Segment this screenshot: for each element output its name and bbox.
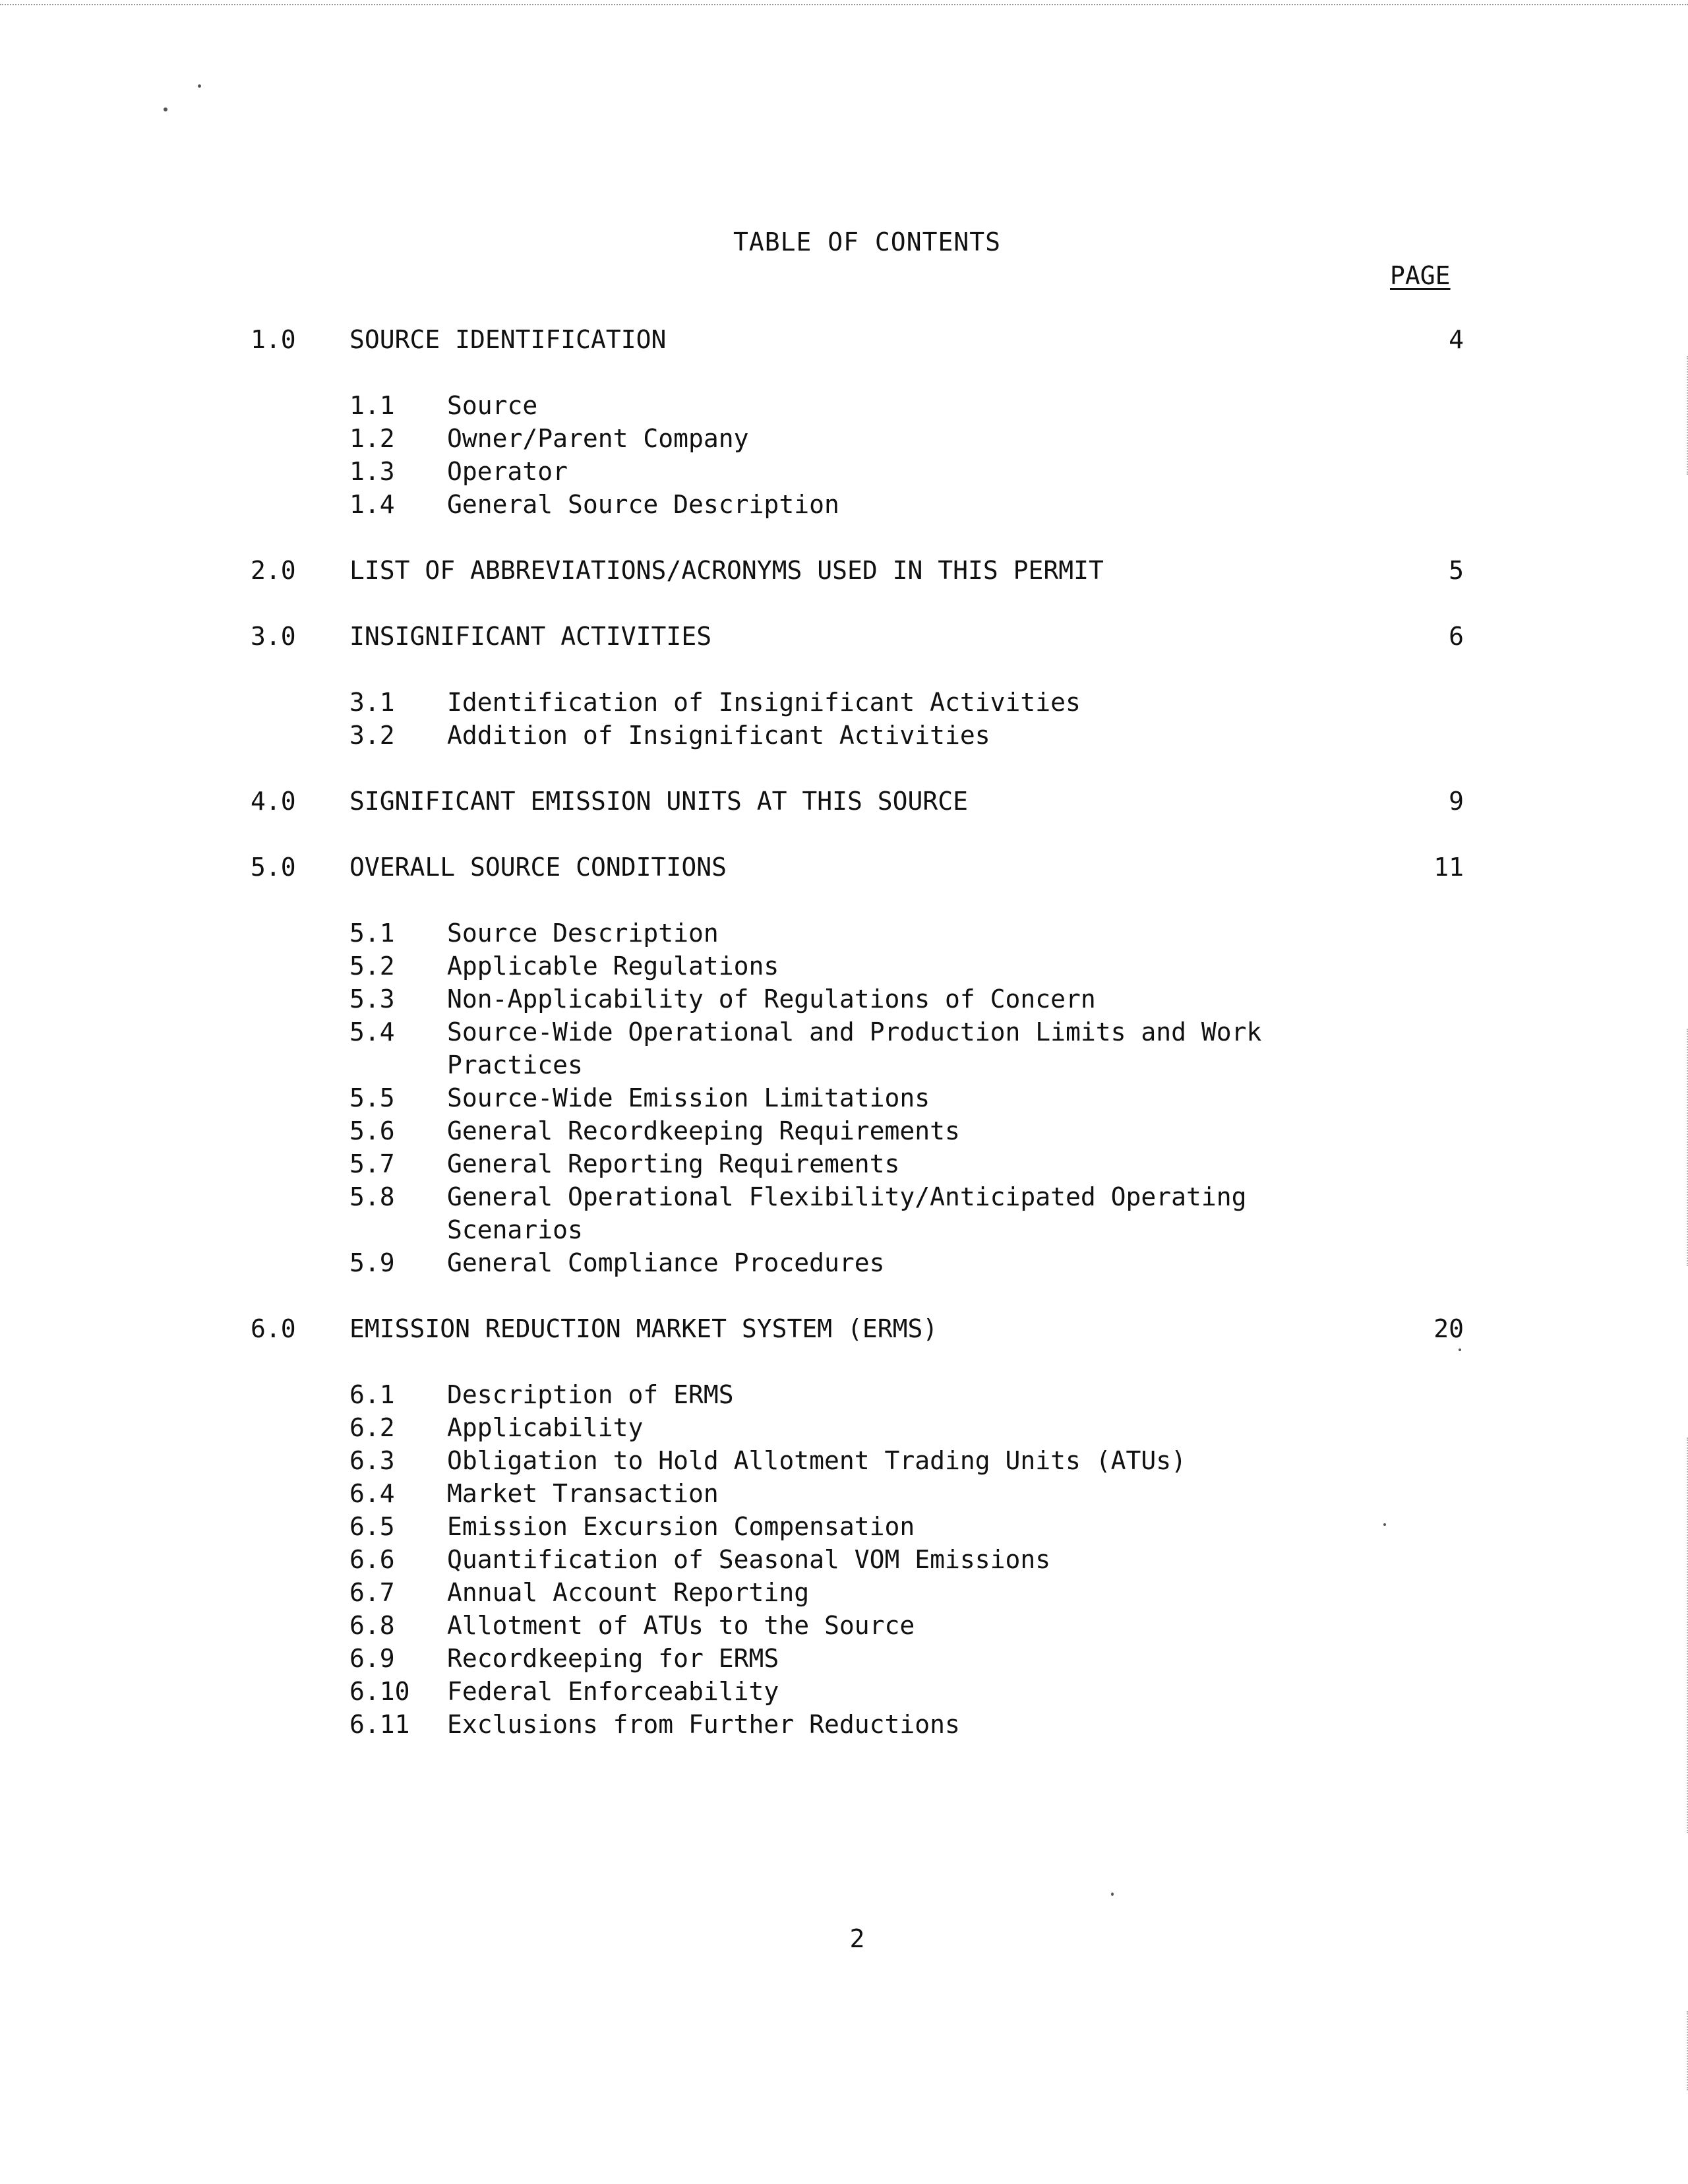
subsection-row	[251, 1378, 1464, 1411]
subsection-title: Description of ERMS	[447, 1380, 734, 1409]
subsection-title: Emission Excursion Compensation	[447, 1512, 915, 1541]
subsection-title: Non-Applicability of Regulations of Concern	[447, 985, 1096, 1014]
toc-section	[251, 554, 1464, 587]
subsection-row	[251, 719, 1464, 752]
scan-edge-marks	[1681, 1438, 1688, 1833]
subsection-number: 1.4	[349, 490, 395, 519]
subsection-title: General Compliance Procedures	[447, 1248, 885, 1277]
toc-section-row	[251, 620, 1464, 653]
subsection-number: 6.1	[349, 1380, 395, 1409]
section-page-number: 6	[1449, 622, 1464, 651]
subsection-number: 6.7	[349, 1578, 395, 1607]
subsection-number: 6.9	[349, 1644, 395, 1673]
section-title: SOURCE IDENTIFICATION	[349, 325, 667, 354]
subsection-title: Quantification of Seasonal VOM Emissions	[447, 1545, 1051, 1574]
toc-section-row	[251, 1312, 1464, 1345]
section-number: 2.0	[251, 556, 296, 585]
page-number: 2	[849, 1924, 865, 1953]
subsection-number: 6.11	[349, 1710, 410, 1739]
document-title: TABLE OF CONTENTS	[733, 228, 1001, 257]
toc-section	[251, 620, 1464, 752]
subsection-list	[251, 1378, 1464, 1741]
subsection-number: 6.6	[349, 1545, 395, 1574]
subsection-number: 5.8	[349, 1182, 395, 1211]
section-title: OVERALL SOURCE CONDITIONS	[349, 853, 727, 882]
subsection-number: 3.2	[349, 721, 395, 750]
subsection-title: Exclusions from Further Reductions	[447, 1710, 960, 1739]
subsection-number: 5.4	[349, 1017, 395, 1046]
toc-section-row	[251, 785, 1464, 818]
subsection-title: General Operational Flexibility/Anticipated Operating Scenarios	[447, 1182, 1247, 1244]
subsection-row	[251, 1411, 1464, 1444]
subsection-number: 6.2	[349, 1413, 395, 1442]
subsection-number: 3.1	[349, 688, 395, 717]
toc-section	[251, 851, 1464, 1279]
subsection-row	[251, 488, 1464, 521]
subsection-title: Annual Account Reporting	[447, 1578, 810, 1607]
scan-speck	[198, 84, 201, 88]
subsection-row	[251, 983, 1464, 1016]
subsection-title: Identification of Insignificant Activities	[447, 688, 1081, 717]
subsection-title: Market Transaction	[447, 1479, 719, 1508]
subsection-title: Owner/Parent Company	[447, 424, 749, 453]
subsection-row	[251, 455, 1464, 488]
subsection-row	[251, 950, 1464, 983]
subsection-number: 5.3	[349, 985, 395, 1014]
subsection-title: Applicable Regulations	[447, 952, 779, 981]
section-number: 4.0	[251, 787, 296, 816]
subsection-number: 1.3	[349, 457, 395, 486]
toc-section	[251, 323, 1464, 521]
section-page-number: 9	[1449, 787, 1464, 816]
subsection-number: 6.4	[349, 1479, 395, 1508]
scan-speck	[1459, 1349, 1461, 1351]
subsection-row	[251, 1081, 1464, 1114]
subsection-title: Source-Wide Emission Limitations	[447, 1083, 930, 1112]
subsection-title: General Source Description	[447, 490, 839, 519]
subsection-number: 6.10	[349, 1677, 410, 1706]
section-number: 3.0	[251, 622, 296, 651]
subsection-row	[251, 1708, 1464, 1741]
subsection-number: 1.2	[349, 424, 395, 453]
subsection-row	[251, 1180, 1464, 1246]
toc-section	[251, 785, 1464, 818]
section-page-number: 20	[1433, 1314, 1464, 1343]
scan-edge-marks	[1681, 356, 1688, 475]
subsection-row	[251, 1444, 1464, 1477]
subsection-row	[251, 389, 1464, 422]
scan-edge-rule	[0, 4, 1688, 5]
toc-section	[251, 1312, 1464, 1741]
subsection-number: 6.5	[349, 1512, 395, 1541]
subsection-row	[251, 1675, 1464, 1708]
subsection-number: 5.7	[349, 1149, 395, 1178]
subsection-row	[251, 1147, 1464, 1180]
section-number: 5.0	[251, 853, 296, 882]
subsection-row	[251, 917, 1464, 950]
subsection-number: 5.9	[349, 1248, 395, 1277]
scan-edge-marks	[1681, 2011, 1688, 2090]
subsection-title: Allotment of ATUs to the Source	[447, 1611, 915, 1640]
subsection-list	[251, 389, 1464, 521]
subsection-row	[251, 686, 1464, 719]
subsection-list	[251, 686, 1464, 752]
subsection-row	[251, 1246, 1464, 1279]
subsection-list	[251, 917, 1464, 1279]
subsection-title: Source-Wide Operational and Production Limits and Work Practices	[447, 1017, 1262, 1079]
subsection-number: 5.1	[349, 919, 395, 948]
subsection-title: Source	[447, 391, 538, 420]
section-title: SIGNIFICANT EMISSION UNITS AT THIS SOURCE	[349, 787, 968, 816]
subsection-title: Obligation to Hold Allotment Trading Units (ATUs)	[447, 1446, 1187, 1475]
subsection-row	[251, 1576, 1464, 1609]
toc-section-row	[251, 554, 1464, 587]
toc-section-row	[251, 323, 1464, 356]
subsection-row	[251, 1543, 1464, 1576]
section-page-number: 5	[1449, 556, 1464, 585]
subsection-number: 6.3	[349, 1446, 395, 1475]
scan-speck	[164, 107, 167, 111]
toc-section-row	[251, 851, 1464, 884]
subsection-title: Addition of Insignificant Activities	[447, 721, 990, 750]
subsection-number: 5.5	[349, 1083, 395, 1112]
subsection-title: General Reporting Requirements	[447, 1149, 900, 1178]
subsection-title: Applicability	[447, 1413, 644, 1442]
subsection-row	[251, 1510, 1464, 1543]
section-number: 1.0	[251, 325, 296, 354]
scan-speck	[1111, 1893, 1114, 1896]
subsection-row	[251, 1609, 1464, 1642]
scan-edge-marks	[1681, 1029, 1688, 1266]
subsection-row	[251, 1642, 1464, 1675]
section-page-number: 11	[1433, 853, 1464, 882]
section-page-number: 4	[1449, 325, 1464, 354]
subsection-row	[251, 1114, 1464, 1147]
scan-speck	[1383, 1523, 1386, 1526]
subsection-row	[251, 1477, 1464, 1510]
subsection-row	[251, 1016, 1464, 1081]
section-title: EMISSION REDUCTION MARKET SYSTEM (ERMS)	[349, 1314, 938, 1343]
page-column-heading: PAGE	[1390, 261, 1451, 290]
table-of-contents	[251, 323, 1464, 1774]
subsection-number: 5.2	[349, 952, 395, 981]
subsection-row	[251, 422, 1464, 455]
section-title: LIST OF ABBREVIATIONS/ACRONYMS USED IN THIS PERMIT	[349, 556, 1104, 585]
subsection-title: General Recordkeeping Requirements	[447, 1116, 960, 1145]
subsection-title: Source Description	[447, 919, 719, 948]
subsection-title: Federal Enforceability	[447, 1677, 779, 1706]
section-number: 6.0	[251, 1314, 296, 1343]
subsection-number: 6.8	[349, 1611, 395, 1640]
subsection-title: Operator	[447, 457, 568, 486]
subsection-title: Recordkeeping for ERMS	[447, 1644, 779, 1673]
subsection-number: 5.6	[349, 1116, 395, 1145]
subsection-number: 1.1	[349, 391, 395, 420]
section-title: INSIGNIFICANT ACTIVITIES	[349, 622, 712, 651]
